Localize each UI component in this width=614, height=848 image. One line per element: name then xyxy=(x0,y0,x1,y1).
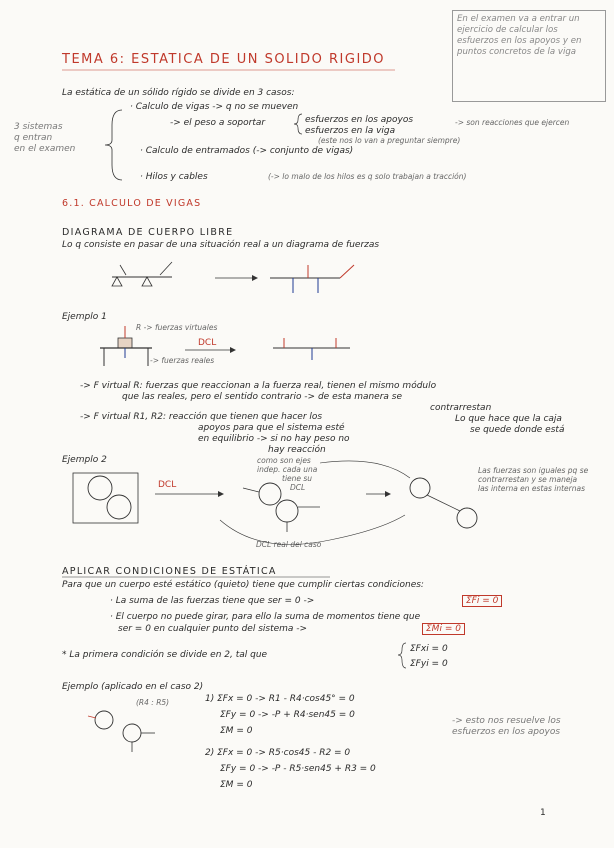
case-1-sub: -> el peso a soportar xyxy=(170,118,266,128)
dcl-label: DCL xyxy=(198,338,217,348)
note-curve xyxy=(320,461,410,478)
page-number: 1 xyxy=(540,808,546,818)
real-forces-label: -> fuerzas reales xyxy=(150,356,215,365)
equation-line: ΣFy = 0 -> -P + R4·sen45 = 0 xyxy=(220,710,355,720)
real-case-curve xyxy=(220,515,405,545)
virtual-forces-label: R -> fuerzas virtuales xyxy=(136,323,218,332)
beam-sketch-dcl xyxy=(270,265,354,293)
case-1-note: (este nos lo van a preguntar siempre) xyxy=(318,136,461,145)
conditions-intro: Para que un cuerpo esté estático (quieto) tiene que cumplir ciertas condiciones: xyxy=(62,580,424,590)
condition-2: ser = 0 en cualquier punto del sistema -> xyxy=(118,624,308,634)
last-example-sketch xyxy=(88,711,155,752)
exam-note-box: En el examen va a entrar un ejercicio de calcular los esfuerzos en los apoyos y en puntos concretos de la viga xyxy=(452,10,606,102)
example-1-table xyxy=(100,326,152,366)
example-1-label: Ejemplo 1 xyxy=(62,312,107,322)
case-1-note: -> son reacciones que ejercen xyxy=(455,118,570,127)
example-2-note: indep. cada una xyxy=(257,465,318,474)
condition-1-box: ΣFi = 0 xyxy=(462,596,502,607)
virtual-force-text: contrarrestan xyxy=(430,403,492,413)
condition-2: · El cuerpo no puede girar, para ello la suma de momentos tiene que xyxy=(110,612,421,622)
virtual-force-text: -> F virtual R: fuerzas que reaccionan a la fuerza real, tienen el mismo módulo xyxy=(80,381,437,391)
reaction-text: en equilibrio -> si no hay peso no xyxy=(198,434,350,444)
case-3-note: (-> lo malo de los hilos es q solo trabajan a tracción) xyxy=(268,172,467,181)
intro-text: La estática de un sólido rígido se divide en 3 casos: xyxy=(62,88,295,98)
example-2-note: como son ejes xyxy=(257,456,311,465)
conditions-heading: APLICAR CONDICIONES DE ESTÁTICA xyxy=(62,566,277,577)
star-note: * La primera condición se divide en 2, tal que xyxy=(62,650,268,660)
condition-2-box: ΣMi = 0 xyxy=(422,624,465,635)
case-1-brace-b: esfuerzos en la viga xyxy=(305,126,396,136)
example-last-label: Ejemplo (aplicado en el caso 2) xyxy=(62,682,204,692)
case-1-brace-a: esfuerzos en los apoyos xyxy=(305,115,414,125)
case-2: · Calculo de entramados (-> conjunto de vigas) xyxy=(140,146,354,156)
example-2-label: Ejemplo 2 xyxy=(62,455,107,465)
reaction-text: hay reacción xyxy=(268,445,326,455)
dcl-text: Lo q consiste en pasar de una situación real a un diagrama de fuerzas xyxy=(62,240,380,250)
dcl-label: DCL xyxy=(158,480,177,490)
example-2-note: tiene su xyxy=(282,474,313,483)
equations-note: -> esto nos resuelve los esfuerzos en los apoyos xyxy=(452,716,561,737)
virtual-force-text: que las reales, pero el sentido contrario -> de esta manera se xyxy=(122,392,403,402)
case-3: · Hilos y cables xyxy=(140,172,208,182)
star-equation: ΣFyi = 0 xyxy=(410,659,448,669)
page-title: TEMA 6: ESTATICA DE UN SOLIDO RIGIDO xyxy=(62,52,386,67)
reaction-side-note: Lo que hace que la caja xyxy=(455,414,562,424)
cases-brace xyxy=(105,110,122,180)
subsection-heading: DIAGRAMA DE CUERPO LIBRE xyxy=(62,227,234,238)
example-2-split xyxy=(410,478,477,528)
example-2-box xyxy=(73,473,138,523)
equation-line: ΣM = 0 xyxy=(220,780,253,790)
side-label: en el examen xyxy=(14,144,76,154)
reaction-text: apoyos para que el sistema esté xyxy=(198,423,345,433)
example-2-note: DCL xyxy=(290,483,306,492)
example-2-real-label: DCL real del caso xyxy=(256,540,322,549)
equation-line: ΣM = 0 xyxy=(220,726,253,736)
side-label: 3 sistemas xyxy=(14,122,63,132)
example-1-dcl xyxy=(273,338,350,360)
section-heading: 6.1. CALCULO DE VIGAS xyxy=(62,198,202,209)
reaction-side-note: se quede donde está xyxy=(470,425,565,435)
star-equation: ΣFxi = 0 xyxy=(410,644,448,654)
equation-line: 2) ΣFx = 0 -> R5·cos45 - R2 = 0 xyxy=(205,748,351,758)
apoyos-brace xyxy=(294,114,302,134)
example-last-sub: (R4 : R5) xyxy=(136,698,170,707)
beam-sketch-real xyxy=(112,262,172,286)
example-2-side-note: Las fuerzas son iguales pq se contrarrestan y se maneja las interna en estas internas xyxy=(478,466,589,493)
equation-line: 1) ΣFx = 0 -> R1 - R4·cos45° = 0 xyxy=(205,694,355,704)
reaction-text: -> F virtual R1, R2: reacción que tienen que hacer los xyxy=(80,412,323,422)
example-2-dcl xyxy=(243,483,320,532)
condition-1: · La suma de las fuerzas tiene que ser = 0 -> xyxy=(110,596,315,606)
equation-line: ΣFy = 0 -> -P - R5·sen45 + R3 = 0 xyxy=(220,764,376,774)
side-label: q entran xyxy=(14,133,53,143)
case-1: · Calculo de vigas -> q no se mueven xyxy=(130,102,299,112)
